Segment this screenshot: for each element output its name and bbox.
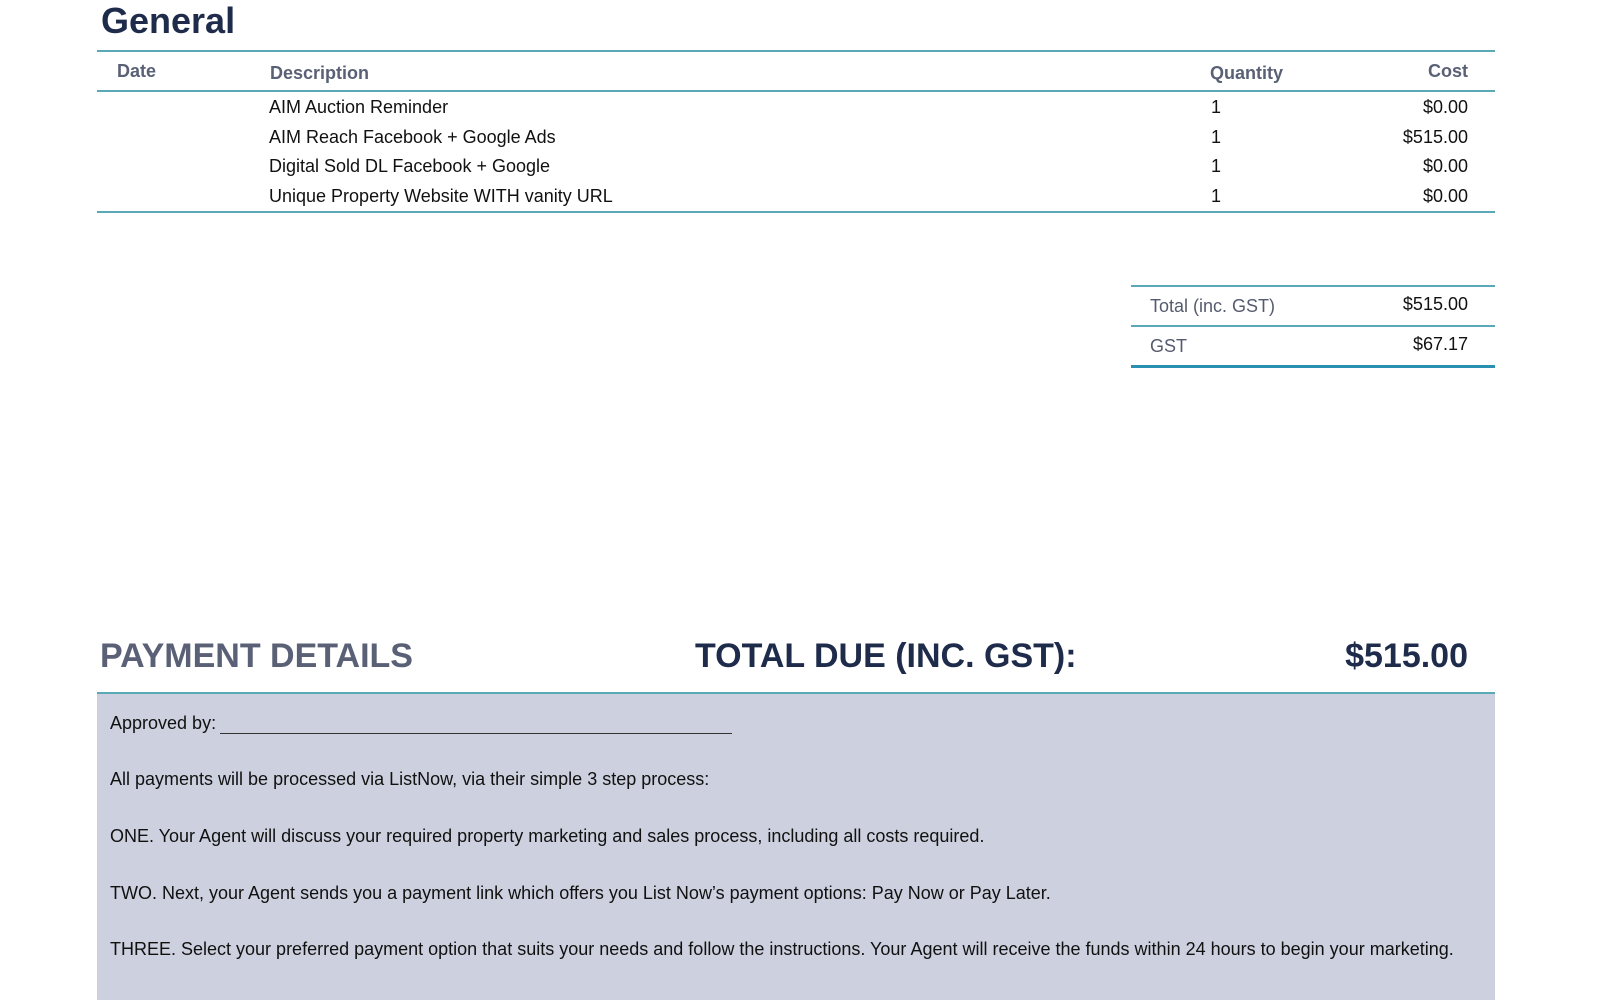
- table-row: [97, 93, 1495, 123]
- section-title: General: [101, 0, 236, 41]
- signature-rule: [220, 715, 732, 734]
- approved-by-line: [110, 712, 1480, 734]
- items-table-header: [97, 52, 1495, 92]
- item-cost: $0.00: [1422, 156, 1468, 176]
- header-description: Description: [270, 63, 370, 83]
- item-cost: $0.00: [1422, 97, 1468, 117]
- total-label: Total (inc. GST): [1150, 296, 1276, 316]
- gst-label: GST: [1150, 336, 1188, 356]
- payment-step-three: THREE. Select your preferred payment option that suits your needs and follow the instructions. Your Agent will receive the funds within 24 hours to begin your marketing.: [110, 939, 1454, 959]
- payment-step-one: ONE. Your Agent will discuss your required property marketing and sales process, including all costs required.: [110, 826, 985, 846]
- item-description: AIM Reach Facebook + Google Ads: [269, 126, 556, 147]
- item-description: Digital Sold DL Facebook + Google: [269, 156, 550, 176]
- item-quantity: 1: [1211, 185, 1222, 206]
- items-table: [97, 50, 1495, 213]
- item-quantity: 1: [1211, 156, 1222, 176]
- header-date: Date: [117, 61, 157, 81]
- table-row: [97, 123, 1495, 153]
- item-cost: $515.00: [1402, 126, 1468, 147]
- item-cost: $0.00: [1422, 185, 1468, 206]
- payment-details-box: [97, 694, 1495, 1000]
- payment-details-title: PAYMENT DETAILS: [100, 637, 413, 675]
- item-description: Unique Property Website WITH vanity URL: [269, 185, 613, 206]
- gst-row: [1131, 325, 1495, 365]
- header-quantity: Quantity: [1210, 63, 1284, 83]
- item-description: AIM Auction Reminder: [269, 97, 449, 117]
- items-table-body: [97, 92, 1495, 211]
- item-quantity: 1: [1211, 126, 1222, 147]
- table-row: [97, 182, 1495, 212]
- header-cost: Cost: [1428, 61, 1468, 81]
- total-row: [1131, 287, 1495, 325]
- approved-by-label: Approved by:: [110, 713, 217, 733]
- total-value: $515.00: [1402, 294, 1468, 314]
- table-row: [97, 152, 1495, 182]
- total-due-label: TOTAL DUE (INC. GST):: [695, 637, 1077, 675]
- payment-intro: All payments will be processed via ListNow, via their simple 3 step process:: [110, 769, 710, 789]
- totals-table: [1131, 285, 1495, 368]
- item-quantity: 1: [1211, 97, 1222, 117]
- payment-header: [97, 630, 1495, 694]
- total-due-amount: $515.00: [1345, 637, 1468, 675]
- payment-step-two: TWO. Next, your Agent sends you a payment link which offers you List Now’s payment options: Pay Now or Pay Later.: [110, 883, 1051, 903]
- gst-value: $67.17: [1412, 334, 1468, 354]
